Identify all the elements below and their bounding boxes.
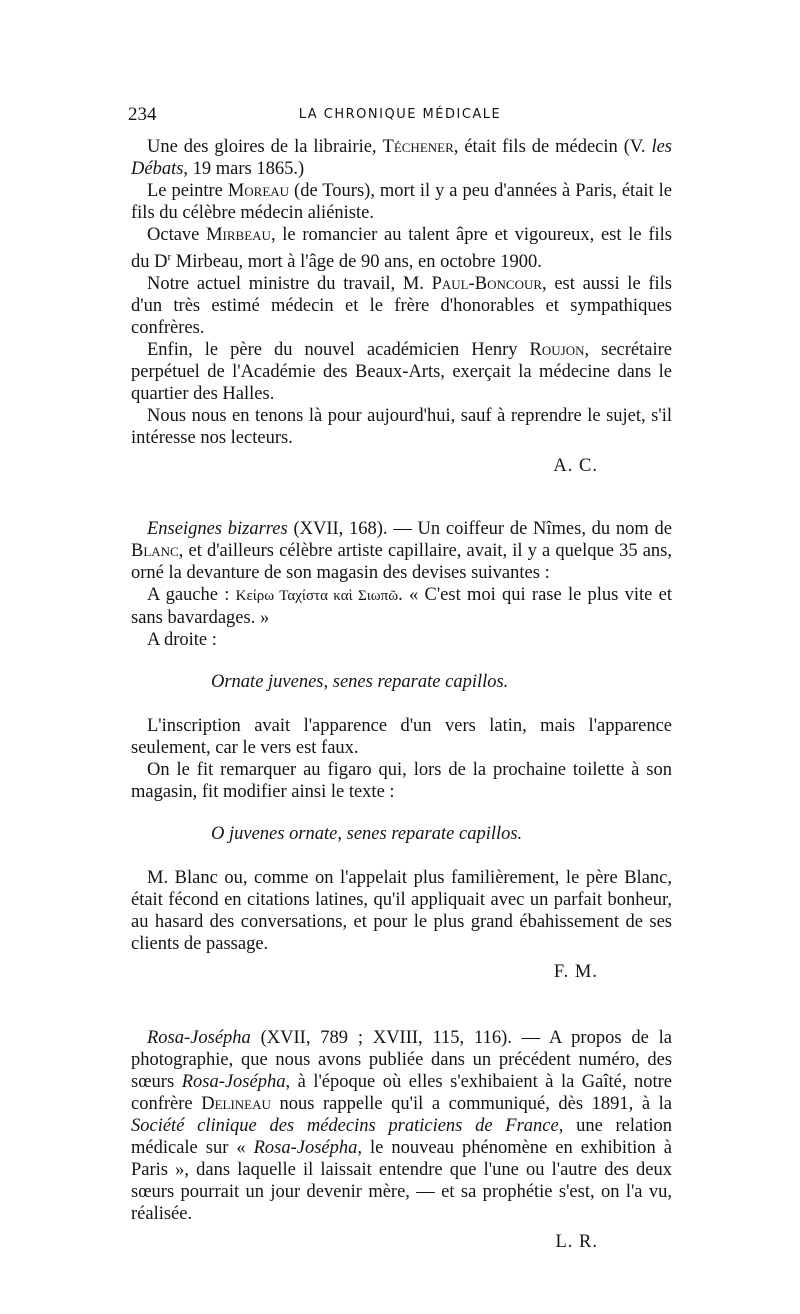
paragraph-pere-blanc: M. Blanc ou, comme on l'appelait plus familièrement, le père Blanc, était fécond en citations latines, qu'il appliquait avec un parfait bonheur, au hasard des conversations, et pour le plus grand ébahissement de ses clients de passage. <box>131 868 672 955</box>
paragraph-techener <box>131 136 672 180</box>
italic-name: Rosa-Josépha <box>181 1072 286 1093</box>
signature-fm: F. M. <box>553 962 598 983</box>
italic-name: Rosa-Josépha, <box>253 1138 363 1159</box>
text: , était fils de médecin (V. <box>453 137 652 157</box>
person-name: Delineau <box>201 1094 271 1115</box>
text: le nouveau phénomène en exhibition à Paris », dans laquelle il laissait entendre que l'une ou l'autre des deux sœurs pourrait un jour devenir mère, — et sa prophétie s'est, on l'a vu, réalisée. <box>131 1138 672 1225</box>
person-name: Mirbeau <box>206 225 271 245</box>
page-body <box>131 136 672 1253</box>
latin-verse-1: Ornate juvenes, senes reparate capillos. <box>211 672 509 693</box>
signature-lr: L. R. <box>555 1232 598 1253</box>
text: Octave <box>147 225 207 245</box>
text: (XVII, 168). — Un coiffeur de Nîmes, du nom de <box>287 519 672 540</box>
text: , et d'ailleurs célèbre artiste capillaire, avait, il y a quelque 35 ans, orné la devanture de son magasin des devises suivantes : <box>131 541 672 584</box>
paragraph-a-droite: A droite : <box>147 630 217 651</box>
text: Une des gloires de la librairie, <box>147 137 383 157</box>
text: , secrétaire perpétuel de l'Académie des Beaux-Arts, exerçait la médecine dans le quartier des Halles. <box>131 340 672 405</box>
greek-motto: Κείρω Ταχίστα καὶ Σιωπῶ <box>235 588 399 605</box>
text: , une relation médicale sur « <box>131 1116 673 1159</box>
paragraph-inscription: L'inscription avait l'apparence d'un vers latin, mais l'apparence seulement, car le vers est faux. <box>131 716 672 759</box>
person-name: Moreau <box>227 181 290 201</box>
section-gap <box>131 477 672 518</box>
society-name: Société clinique des médecins praticiens de France <box>131 1116 559 1137</box>
latin-verse-2: O juvenes ornate, senes reparate capillos. <box>211 824 523 845</box>
running-title: LA CHRONIQUE MÉDICALE <box>298 107 502 122</box>
paragraph-figaro: On le fit remarquer au figaro qui, lors de la prochaine toilette à son magasin, fit modifier ainsi le texte : <box>131 760 672 803</box>
text: . « C'est moi qui rase le plus vite et sans bavardages. » <box>131 585 672 629</box>
text: Notre actuel ministre du travail, M. <box>147 274 432 295</box>
text: , 19 mars 1865.) <box>183 159 305 179</box>
paragraph-roujon <box>131 339 672 405</box>
person-name: Téchener <box>382 137 454 157</box>
text: Le peintre <box>147 181 228 201</box>
signature-ac: A. C. <box>553 456 598 477</box>
superscript: r <box>167 251 172 263</box>
paragraph-rosa-josepha <box>131 1027 672 1225</box>
journal-title: les Débats <box>131 137 673 179</box>
text: Enfin, le père du nouvel académicien Henry <box>147 340 530 361</box>
paragraph-paul-boncour <box>131 273 672 339</box>
person-name: Paul-Boncour <box>431 274 543 295</box>
text: A gauche : <box>147 585 236 606</box>
text: , le romancier au talent âpre et vigoureux, est le fils du D <box>131 225 672 273</box>
paragraph-enseignes <box>131 518 672 584</box>
text: (XVII, 789 ; XVIII, 115, 116). — A propos de la photographie, que nous avons publiée dans un précédent numéro, des sœurs <box>131 1028 672 1093</box>
article-title: Rosa-Josépha <box>147 1028 251 1049</box>
article-title: Enseignes bizarres <box>147 519 288 540</box>
page-header <box>128 104 672 130</box>
paragraph-moreau <box>131 180 672 224</box>
text: , est aussi le fils d'un très estimé médecin et le frère d'honorables et sympathiques confrères. <box>131 274 673 339</box>
text: nous rappelle qu'il a communiqué, dès 1891, à la <box>270 1094 672 1115</box>
text: Mirbeau, mort à l'âge de 90 ans, en octobre 1900. <box>171 252 542 273</box>
person-name: Roujon <box>529 340 585 361</box>
paragraph-a-gauche <box>131 584 672 629</box>
section-gap <box>131 983 672 1027</box>
page-number: 234 <box>128 104 157 125</box>
person-name: Blanc <box>131 541 179 562</box>
paragraph-closing: Nous nous en tenons là pour aujourd'hui, sauf à reprendre le sujet, s'il intéresse nos lecteurs. <box>131 406 672 449</box>
text: (de Tours), mort il y a peu d'années à Paris, était le fils du célèbre médecin aliéniste. <box>131 181 673 223</box>
text: , à l'époque où elles s'exhibaient à la Gaîté, notre confrère <box>131 1072 673 1115</box>
paragraph-mirbeau <box>131 224 672 273</box>
